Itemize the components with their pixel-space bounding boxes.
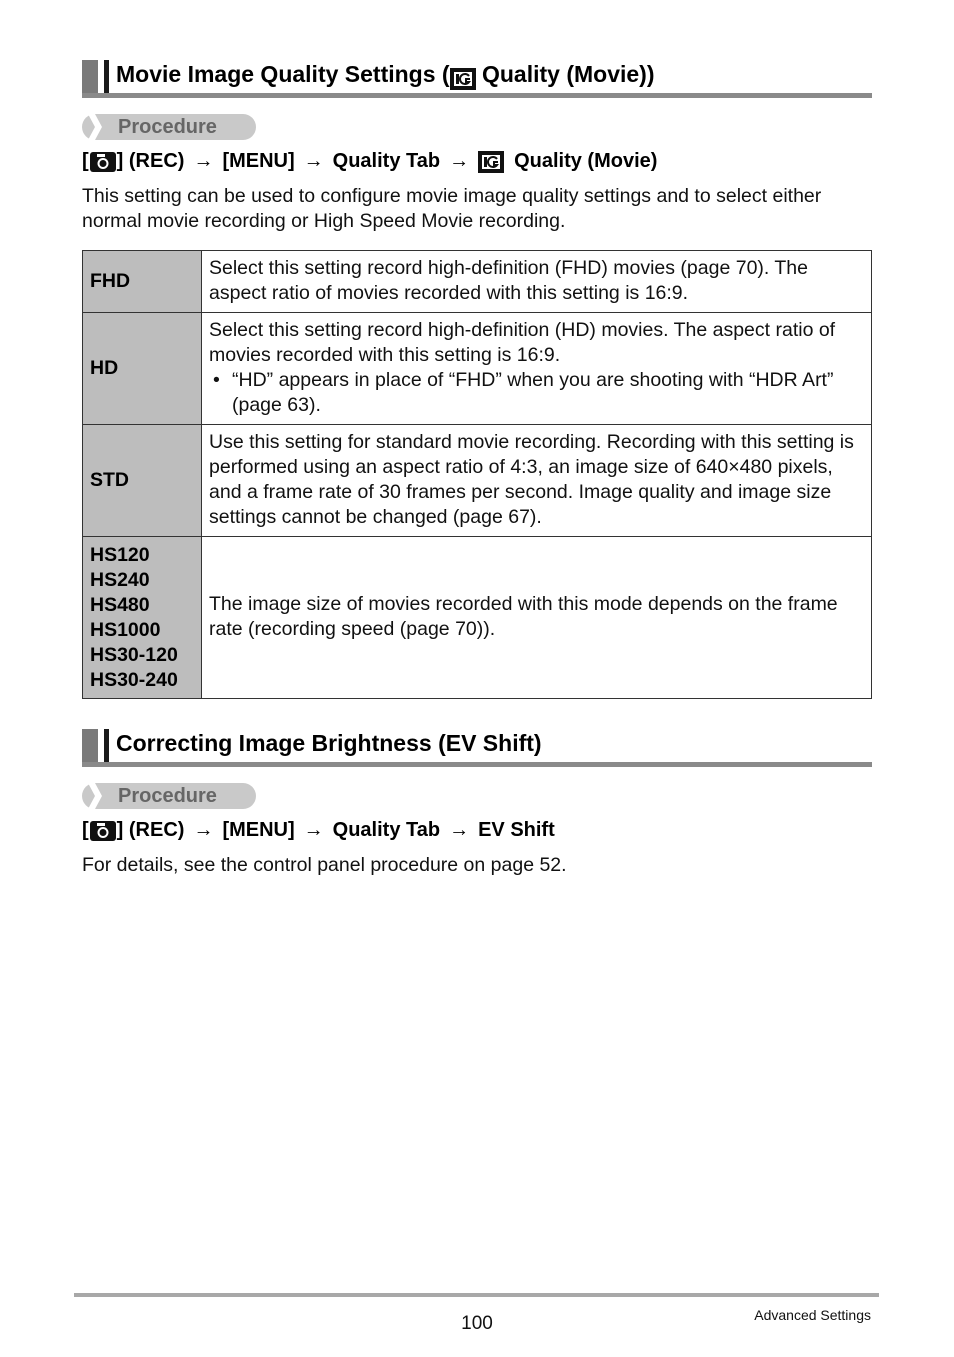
- section-heading-ev-shift: [82, 729, 872, 767]
- setting-description: Select this setting record high-definition (FHD) movies (page 70). The aspect ratio of movies recorded with this setting is 16:9.: [202, 251, 872, 313]
- camera-icon: [90, 819, 116, 842]
- section-title: Correcting Image Brightness (EV Shift): [116, 730, 542, 756]
- procedure-badge: [82, 783, 256, 809]
- chevron-right-icon: [88, 783, 102, 809]
- section-heading-movie-quality: [82, 60, 872, 98]
- arrow-right-icon: →: [449, 819, 470, 841]
- setting-key: HD: [83, 313, 202, 425]
- heading-bar-accent: [104, 60, 109, 94]
- section-title: Movie Image Quality Settings ( Quality (Movie)): [116, 61, 654, 91]
- section-description: For details, see the control panel procedure on page 52.: [82, 854, 567, 876]
- menu-path: [ ] (REC) → [MENU] → Quality Tab → Quality (Movie): [82, 150, 658, 172]
- heading-bar: [82, 60, 98, 94]
- menu-path: [ ] (REC) → [MENU] → Quality Tab → EV Shift: [82, 819, 555, 841]
- setting-description: Select this setting record high-definition (HD) movies. The aspect ratio of movies recorded with this setting is 16:9. • “HD” appears in place of “FHD” when you are shooting with “HDR Art” (page 63).: [202, 313, 872, 425]
- heading-bar: [82, 729, 98, 763]
- setting-description: Use this setting for standard movie recording. Recording with this setting is performed using an aspect ratio of 4:3, an image size of 640×480 pixels, and a frame rate of 30 frames per second. Image quality and image size settings cannot be changed (page 67).: [202, 425, 872, 537]
- page-number: 100: [461, 1313, 493, 1334]
- heading-bar-accent: [104, 729, 109, 763]
- movie-quality-icon: [478, 150, 504, 173]
- chevron-right-icon: [88, 114, 102, 140]
- heading-rule: [82, 762, 872, 767]
- procedure-label: Procedure: [118, 116, 217, 138]
- heading-rule: [82, 93, 872, 98]
- procedure-badge: [82, 114, 256, 140]
- procedure-label: Procedure: [118, 785, 217, 807]
- table-row: [83, 537, 872, 699]
- section-description: This setting can be used to configure movie image quality settings and to select either normal movie recording or High Speed Movie recording.: [82, 185, 822, 232]
- setting-key: STD: [83, 425, 202, 537]
- table-row: [83, 251, 872, 313]
- footer-section-name: Advanced Settings: [754, 1307, 871, 1323]
- arrow-right-icon: →: [449, 150, 470, 172]
- arrow-right-icon: →: [193, 819, 214, 841]
- movie-quality-icon: [450, 64, 476, 91]
- setting-key: FHD: [83, 251, 202, 313]
- quality-settings-table: [82, 250, 872, 699]
- bullet-note: • “HD” appears in place of “FHD” when you are shooting with “HDR Art” (page 63).: [213, 368, 834, 416]
- camera-icon: [90, 150, 116, 173]
- arrow-right-icon: →: [193, 150, 214, 172]
- setting-key: HS120 HS240 HS480 HS1000 HS30-120 HS30-240: [83, 537, 202, 699]
- table-row: [83, 425, 872, 537]
- table-row: [83, 313, 872, 425]
- arrow-right-icon: →: [303, 150, 324, 172]
- arrow-right-icon: →: [303, 819, 324, 841]
- footer-rule: [74, 1293, 879, 1297]
- setting-description: The image size of movies recorded with this mode depends on the frame rate (recording speed (page 70)).: [202, 537, 872, 699]
